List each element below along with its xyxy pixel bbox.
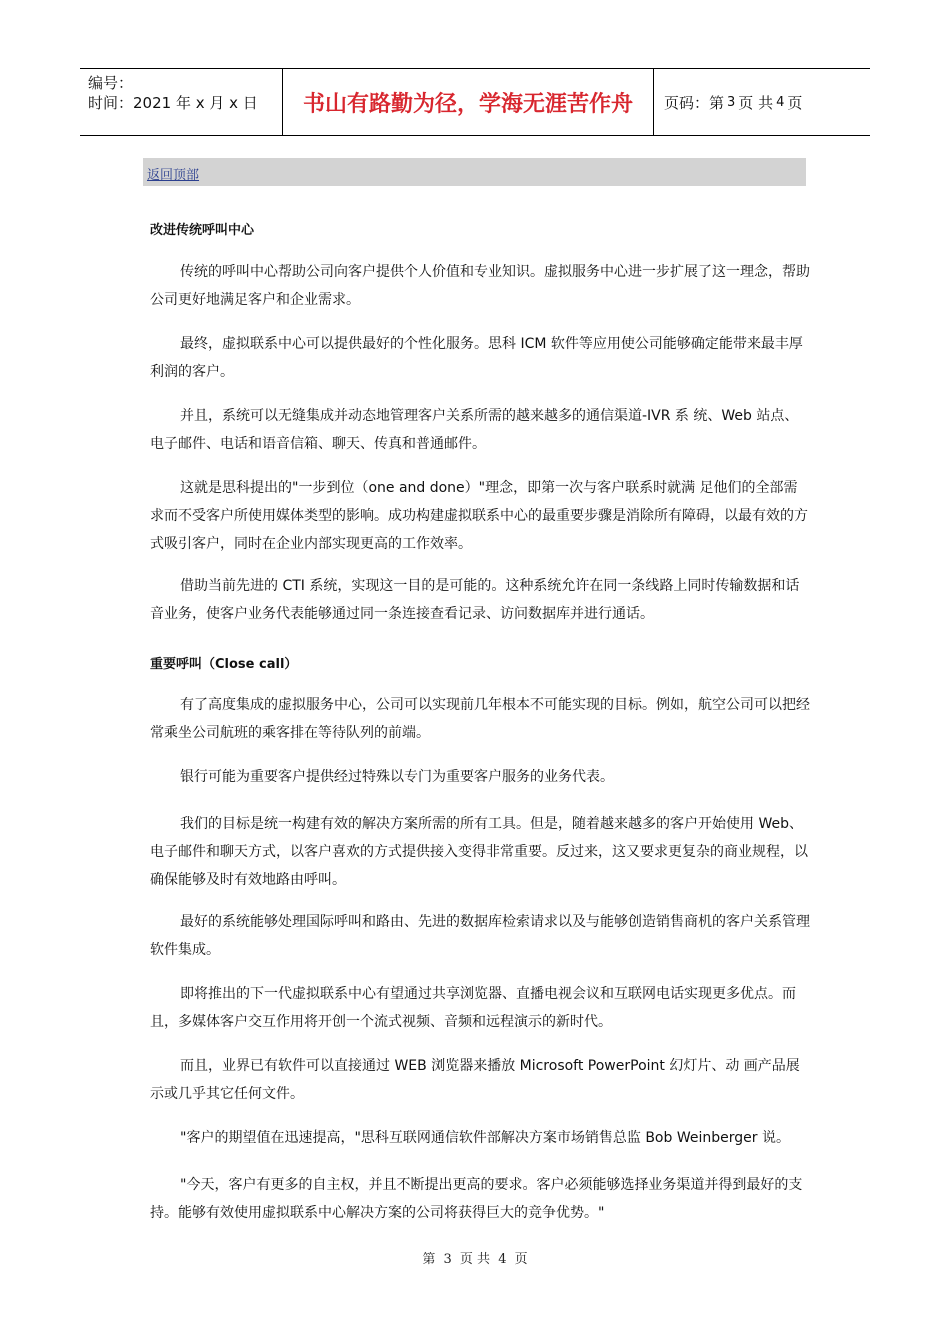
paragraph: 银行可能为重要客户提供经过特殊以专门为重要客户服务的业务代表。 bbox=[180, 769, 614, 785]
paragraph: 借助当前先进的 CTI 系统，实现这一目的是可能的。这种系统允许在同一条线路上同时传输数据和话音业务，使客户业务代表能够通过同一条连接查看记录、访问数据库并进行通话。 bbox=[150, 578, 800, 622]
paragraph: 传统的呼叫中心帮助公司向客户提供个人价值和专业知识。虚拟服务中心进一步扩展了这一理念，帮助公司更好地满足客户和企业需求。 bbox=[150, 264, 810, 308]
page-total: 4 bbox=[776, 94, 785, 110]
paragraph: 有了高度集成的虚拟服务中心，公司可以实现前几年根本不可能实现的目标。例如，航空公司可以把经常乘坐公司航班的乘客排在等待队列的前端。 bbox=[150, 697, 810, 741]
section-heading: 重要呼叫（Close call） bbox=[150, 657, 298, 672]
header-page-info bbox=[654, 69, 870, 135]
time-line bbox=[88, 93, 282, 113]
header-info-cell bbox=[80, 69, 282, 135]
page-mid: 页 共 bbox=[738, 93, 774, 112]
footer-prefix: 第 bbox=[422, 1252, 436, 1267]
page-header bbox=[80, 68, 870, 136]
time-value: 2021 年 x 月 x 日 bbox=[133, 94, 258, 112]
paragraph: 即将推出的下一代虚拟联系中心有望通过共享浏览器、直播电视会议和互联网电话实现更多优点。而且，多媒体客户交互作用将开创一个流式视频、音频和远程演示的新时代。 bbox=[150, 986, 796, 1030]
paragraph: "客户的期望值在迅速提高，"思科互联网通信软件部解决方案市场销售总监 Bob Weinberger 说。 bbox=[180, 1130, 790, 1146]
paragraph: 这就是思科提出的"一步到位（one and done）"理念，即第一次与客户联系时就满 足他们的全部需求而不受客户所使用媒体类型的影响。成功构建虚拟联系中心的最重要步骤是消除所有障碍，以最有效的方式吸引客户，同时在企业内部实现更高的工作效率。 bbox=[150, 480, 808, 552]
footer-total: 4 bbox=[498, 1252, 507, 1267]
page-current: 3 bbox=[727, 94, 736, 110]
footer-mid: 页 共 bbox=[459, 1252, 491, 1267]
paragraph: 并且，系统可以无缝集成并动态地管理客户关系所需的越来越多的通信渠道-IVR 系 统、Web 站点、电子邮件、电话和语音信箱、聊天、传真和普通邮件。 bbox=[150, 408, 799, 452]
back-to-top-link[interactable]: 返回顶部 bbox=[147, 168, 200, 183]
paragraph: "今天，客户有更多的自主权，并且不断提出更高的要求。客户必须能够选择业务渠道并得到最好的支持。能够有效使用虚拟联系中心解决方案的公司将获得巨大的竞争优势。" bbox=[150, 1177, 803, 1221]
page-suffix: 页 bbox=[787, 93, 803, 112]
paragraph: 最终，虚拟联系中心可以提供最好的个性化服务。思科 ICM 软件等应用使公司能够确定能带来最丰厚利润的客户。 bbox=[150, 336, 803, 380]
back-to-top-bar bbox=[143, 158, 806, 186]
page-footer bbox=[0, 1248, 950, 1267]
header-motto: 书山有路勤为径，学海无涯苦作舟 bbox=[282, 69, 654, 135]
paragraph: 我们的目标是统一构建有效的解决方案所需的所有工具。但是，随着越来越多的客户开始使用 Web、电子邮件和聊天方式，以客户喜欢的方式提供接入变得非常重要。反过来，这又要求更复杂的商业规程，以确保能够及时有效地路由呼叫。 bbox=[150, 816, 808, 888]
footer-suffix: 页 bbox=[514, 1252, 528, 1267]
paragraph: 最好的系统能够处理国际呼叫和路由、先进的数据库检索请求以及与能够创造销售商机的客户关系管理软件集成。 bbox=[150, 914, 810, 958]
time-label: 时间： bbox=[88, 94, 134, 112]
section-heading: 改进传统呼叫中心 bbox=[150, 223, 255, 238]
page-prefix: 页码：第 bbox=[664, 93, 725, 112]
paragraph: 而且，业界已有软件可以直接通过 WEB 浏览器来播放 Microsoft PowerPoint 幻灯片、动 画产品展示或几乎其它任何文件。 bbox=[150, 1058, 800, 1102]
footer-current: 3 bbox=[443, 1252, 452, 1267]
number-label: 编号： bbox=[88, 74, 134, 92]
